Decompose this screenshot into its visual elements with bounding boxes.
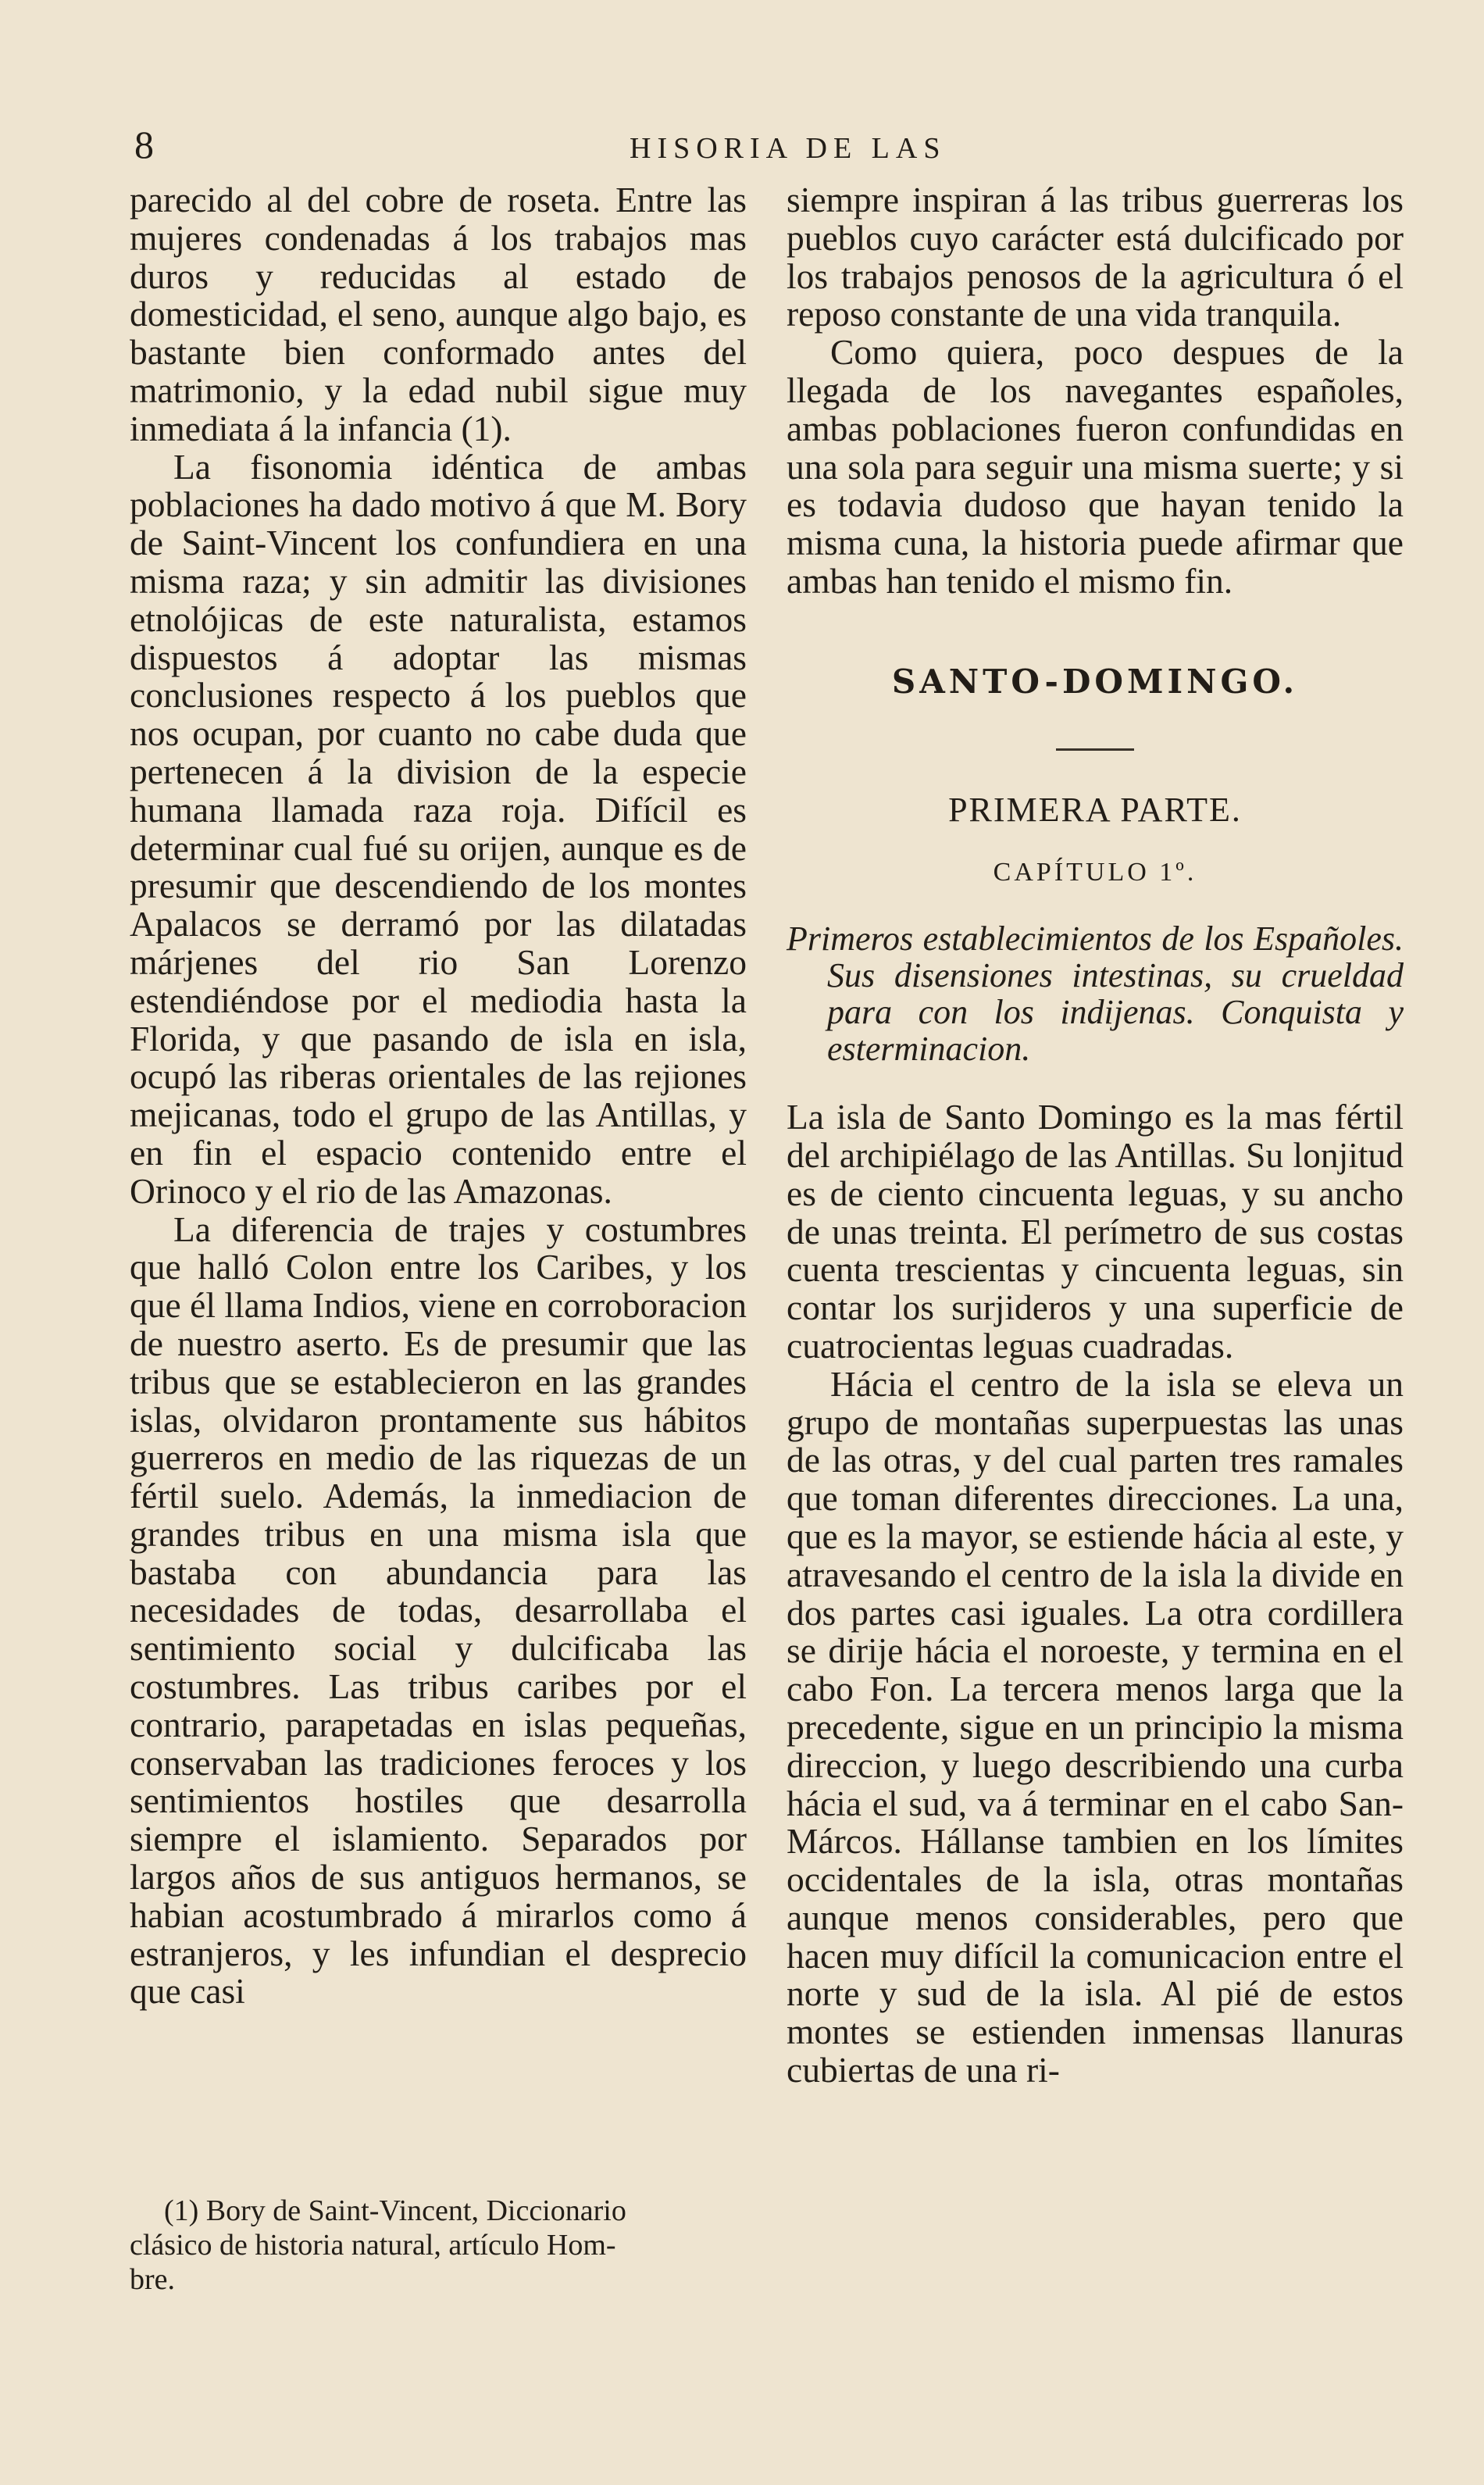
paragraph: La diferencia de trajes y costumbres que halló Colon entre los Caribes, y los que él llama Indios, viene en corroboracion de nuestro aserto. Es de presumir que las tribus que se establecieron en las grandes islas, olvidaron prontamente sus hábitos guerreros en medio de las riquezas de un fértil suelo. Además, la inmediacion de grandes tribus en una misma isla que bastaba con abundancia para las necesidades de todas, desarrollaba el sentimiento social y dulcificaba las costumbres. Las tribus caribes por el contrario, parapetadas en islas pequeñas, conservaban las tradiciones feroces y los sentimientos hostiles que desarrolla siempre el islamiento. Separados por largos años de sus antiguos hermanos, se habian acostumbrado á mirarlos como á estranjeros, y les infundian el desprecio que casi [130, 1209, 747, 2012]
paragraph: siempre inspiran á las tribus guerreras los pueblos cuyo carácter está dulcificado por los trabajos penosos de la agricultura ó el reposo constante de una vida tranquila. [787, 180, 1404, 334]
divider-rule [1056, 748, 1134, 751]
paragraph: Hácia el centro de la isla se eleva un grupo de montañas superpuestas las unas de las otras, y del cual parten tres ramales que toman diferentes direcciones. La una, que es la mayor, se estiende hácia al este, y atravesando el centro de la isla la divide en dos partes casi iguales. La otra cordillera se dirije hácia el noroeste, y termina en el cabo Fon. La tercera menos larga que la precedente, sigue en un principio la misma direccion, y luego describiendo una curba hácia el sud, va á terminar en el cabo San-Márcos. Hállanse tambien en los límites occidentales de la isla, otras montañas aunque menos considerables, pero que hacen muy difícil la comunicacion entre el norte y sud de la isla. Al pié de estos montes se estienden inmensas llanuras cubiertas de una ri- [787, 1363, 1404, 2090]
part-title: PRIMERA PARTE. [948, 790, 1242, 829]
paragraph: La fisonomia idéntica de ambas poblaciones ha dado motivo á que M. Bory de Saint-Vincent los confundiera en una misma raza; y sin admitir las divisiones etnolójicas de este naturalista, estamos dispuestos á adoptar las mismas conclusiones respecto á los pueblos que nos ocupan, por cuanto no cabe duda que pertenecen á la division de la especie humana llamada raza roja. Difícil es determinar cual fué su orijen, aunque es de presumir que descendiendo de los montes Apalacos se derramó por las dilatadas márjenes del rio San Lorenzo estendiéndose por el mediodia hasta la Florida, y que pasando de isla en isla, ocupó las riberas orientales de las rejiones mejicanas, todo el grupo de las Antillas, y en fin el espacio contenido entre el Orinoco y el rio de las Amazonas. [130, 446, 747, 1211]
running-head [0, 117, 1484, 172]
paragraph: Como quiera, poco despues de la llegada de los navegantes españoles, ambas poblaciones fueron confundidas en una sola para seguir una misma suerte; y si es todavia dudoso que hayan tenido la misma cuna, la historia puede afirmar que ambas han tenido el mismo fin. [787, 332, 1404, 601]
chapter-summary: Primeros establecimientos de los Españoles. Sus disensiones intestinas, su crueldad para con los indijenas. Conquista y esterminacion. [787, 919, 1404, 1069]
footnote-line: (1) Bory de Saint-Vincent, Diccionario [164, 2194, 626, 2227]
right-column [787, 181, 1404, 2090]
spacer [787, 1067, 1404, 1098]
paragraph: parecido al del cobre de roseta. Entre las mujeres condenadas á los trabajos mas duros y reducidas al estado de domesticidad, el seno, aunque algo bajo, es bastante bien conformado antes del matrimonio, y la edad nubil sigue muy inmediata á la infancia (1). [130, 180, 747, 448]
page-number: 8 [134, 123, 154, 166]
left-column [130, 181, 747, 2011]
chapter-title: CAPÍTULO 1º. [993, 858, 1197, 887]
footnote-line: bre. [130, 2263, 176, 2296]
section-title: SANTO-DOMINGO. [891, 662, 1299, 701]
paragraph: La isla de Santo Domingo es la mas fértil del archipiélago de las Antillas. Su lonjitud es de ciento cincuenta leguas, y su ancho de unas treinta. El perímetro de sus costas cuenta trescientas y cincuenta leguas, sin contar los surjideros y una superficie de cuatrocientas leguas cuadradas. [787, 1097, 1404, 1366]
running-title: HISORIA DE LAS [630, 132, 947, 165]
footnote-line: clásico de historia natural, artículo Hom- [130, 2229, 616, 2262]
footnote [130, 2194, 747, 2297]
